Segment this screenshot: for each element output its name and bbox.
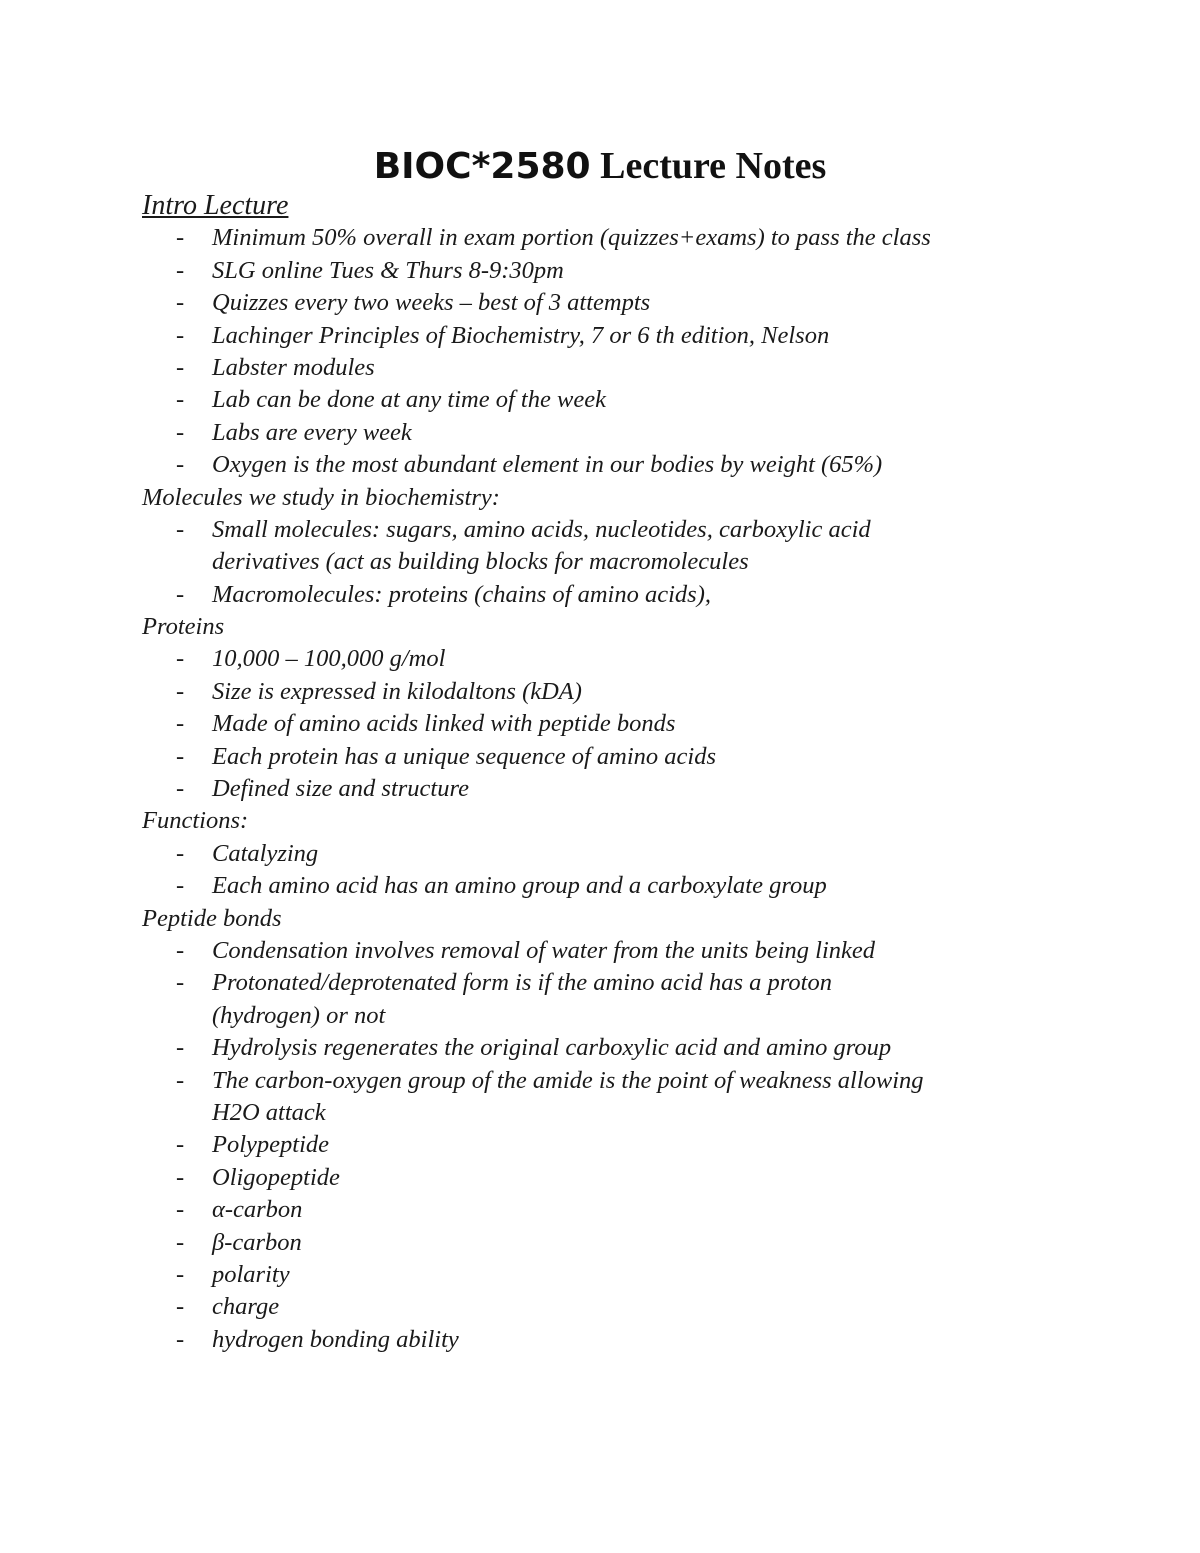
bullet-marker: - xyxy=(176,1163,185,1191)
bullet-marker: - xyxy=(176,969,185,997)
bullet-marker: - xyxy=(176,321,185,349)
bullet-marker: - xyxy=(176,1131,185,1159)
list-item: - 10,000 – 100,000 g/mol xyxy=(142,643,1062,675)
bullet-marker: - xyxy=(176,1260,185,1288)
list-item: - α-carbon xyxy=(142,1194,1062,1226)
bullet-marker: - xyxy=(176,451,185,479)
list-item: - Condensation involves removal of water from the units being linked xyxy=(142,935,1062,967)
bullet-marker: - xyxy=(176,645,185,673)
bullet-marker: - xyxy=(176,710,185,738)
course-code: BIOC*2580 xyxy=(373,146,591,187)
list-item: - Minimum 50% overall in exam portion (quizzes+exams) to pass the class xyxy=(142,222,1062,254)
list-item: - The carbon-oxygen group of the amide is the point of weakness allowing xyxy=(142,1065,1062,1097)
bullet-marker: - xyxy=(176,839,185,867)
list-item: - Defined size and structure xyxy=(142,773,1062,805)
section-heading: Intro Lecture xyxy=(142,190,289,221)
bullet-marker: - xyxy=(176,1228,185,1256)
list-item: - Lab can be done at any time of the week xyxy=(142,384,1062,416)
list-item: - SLG online Tues & Thurs 8-9:30pm xyxy=(142,255,1062,287)
bullet-marker: - xyxy=(176,742,185,770)
bullet-marker: - xyxy=(176,289,185,317)
bullet-marker: - xyxy=(176,224,185,252)
bullet-marker: - xyxy=(176,1293,185,1321)
bullet-marker: - xyxy=(176,872,185,900)
section-heading: Molecules we study in biochemistry: xyxy=(142,483,500,511)
list-item: - hydrogen bonding ability xyxy=(142,1324,1062,1356)
list-item: - Labster modules xyxy=(142,352,1062,384)
section-heading: Functions: xyxy=(142,807,249,835)
list-item: - Each amino acid has an amino group and a carboxylate group xyxy=(142,870,1062,902)
list-item: - Protonated/deprotenated form is if the amino acid has a proton xyxy=(142,967,1062,999)
section-heading: Proteins xyxy=(142,613,225,641)
list-item: - polarity xyxy=(142,1259,1062,1291)
bullet-marker: - xyxy=(176,677,185,705)
bullet-marker: - xyxy=(176,1196,185,1224)
list-item: - Polypeptide xyxy=(142,1129,1062,1161)
list-item: - Size is expressed in kilodaltons (kDA) xyxy=(142,676,1062,708)
list-item: - β-carbon xyxy=(142,1227,1062,1259)
list-item: - Oligopeptide xyxy=(142,1162,1062,1194)
list-item: - Catalyzing xyxy=(142,838,1062,870)
list-item: - charge xyxy=(142,1291,1062,1323)
bullet-marker: - xyxy=(176,1325,185,1353)
bullet-marker: - xyxy=(176,515,185,543)
section-heading: Peptide bonds xyxy=(142,904,282,932)
list-item: - Small molecules: sugars, amino acids, nucleotides, carboxylic acid xyxy=(142,514,1062,546)
lecture-notes xyxy=(142,190,1062,1356)
bullet-marker: - xyxy=(176,386,185,414)
list-item: - Oxygen is the most abundant element in our bodies by weight (65%) xyxy=(142,449,1062,481)
bullet-marker: - xyxy=(176,1034,185,1062)
page-title xyxy=(0,140,1200,192)
list-item: - Hydrolysis regenerates the original carboxylic acid and amino group xyxy=(142,1032,1062,1064)
list-item: - Each protein has a unique sequence of amino acids xyxy=(142,741,1062,773)
list-item: - Labs are every week xyxy=(142,417,1062,449)
list-item: - Lachinger Principles of Biochemistry, 7 or 6 th edition, Nelson xyxy=(142,320,1062,352)
list-item-continuation: H2O attack xyxy=(212,1098,326,1126)
bullet-marker: - xyxy=(176,580,185,608)
bullet-marker: - xyxy=(176,775,185,803)
bullet-marker: - xyxy=(176,256,185,284)
bullet-marker: - xyxy=(176,353,185,381)
list-item: - Quizzes every two weeks – best of 3 attempts xyxy=(142,287,1062,319)
bullet-marker: - xyxy=(176,1066,185,1094)
bullet-marker: - xyxy=(176,936,185,964)
bullet-marker: - xyxy=(176,418,185,446)
list-item: - Macromolecules: proteins (chains of amino acids), xyxy=(142,579,1062,611)
list-item-continuation: (hydrogen) or not xyxy=(212,1001,386,1029)
title-text: Lecture Notes xyxy=(590,145,827,187)
list-item-continuation: derivatives (act as building blocks for macromolecules xyxy=(212,548,749,576)
list-item: - Made of amino acids linked with peptide bonds xyxy=(142,708,1062,740)
